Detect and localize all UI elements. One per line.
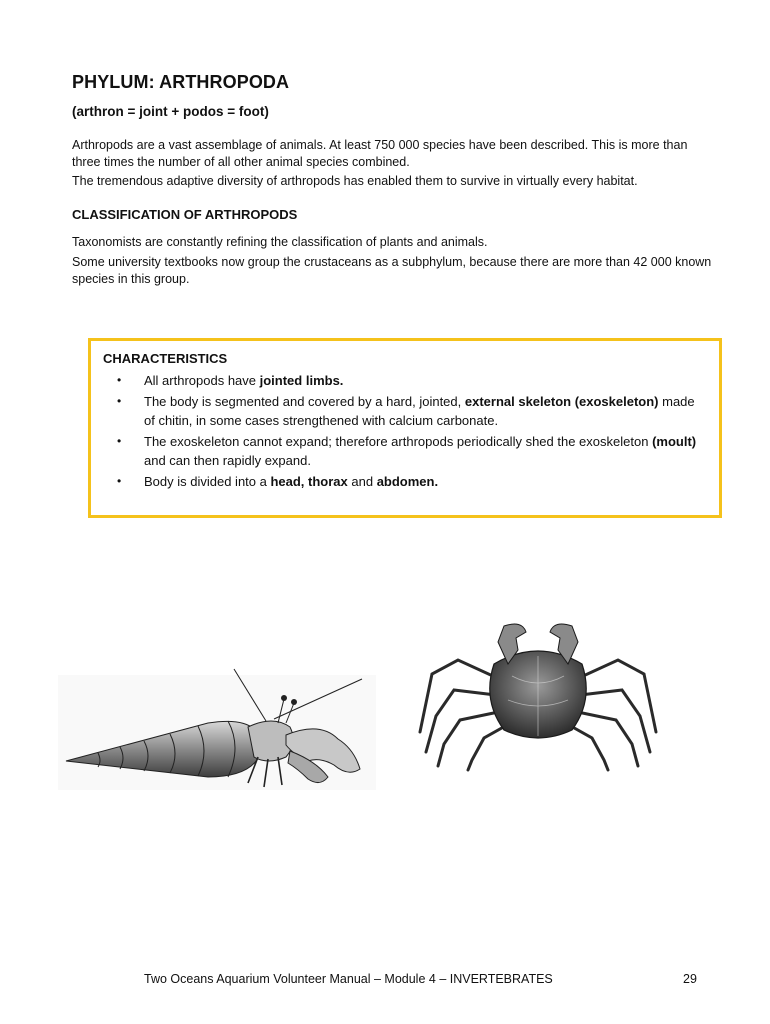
footer-text: Two Oceans Aquarium Volunteer Manual – Module 4 – INVERTEBRATES — [144, 972, 553, 986]
list-item-bold: jointed limbs. — [259, 373, 344, 388]
list-item — [103, 472, 703, 491]
bullet-icon: • — [117, 474, 122, 488]
list-item-text: and can then rapidly expand. — [144, 453, 311, 468]
page-subtitle: (arthron = joint + podos = foot) — [72, 104, 269, 119]
list-item-text: All arthropods have — [144, 373, 260, 388]
characteristics-list — [103, 371, 703, 493]
list-item — [103, 392, 703, 430]
characteristics-box — [88, 338, 722, 518]
list-item — [103, 432, 703, 470]
page-number: 29 — [683, 972, 697, 986]
list-item-text: Body is divided into a — [144, 474, 271, 489]
hermit-crab-illustration — [58, 665, 376, 795]
crab-illustration — [412, 620, 664, 772]
intro-paragraph-1: Arthropods are a vast assemblage of animals. At least 750 000 species have been described. This is more than three times the number of all other animal species combined. — [72, 138, 688, 169]
bullet-icon: • — [117, 434, 122, 448]
list-item-text: The exoskeleton cannot expand; therefore arthropods periodically shed the exoskeleton — [144, 434, 653, 449]
list-item-text: The body is segmented and covered by a hard, jointed, — [144, 394, 465, 409]
intro-paragraph-2: The tremendous adaptive diversity of arthropods has enabled them to survive in virtually every habitat. — [72, 174, 638, 188]
bullet-icon: • — [117, 394, 122, 408]
list-item-bold: external skeleton (exoskeleton) — [464, 394, 659, 409]
classification-heading: CLASSIFICATION OF ARTHROPODS — [72, 207, 298, 222]
list-item — [103, 371, 703, 390]
characteristics-heading: CHARACTERISTICS — [103, 351, 228, 366]
bullet-icon: • — [117, 373, 122, 387]
list-item-bold: abdomen. — [376, 474, 439, 489]
list-item-text: made of chitin, in some cases strengthened with calcium carbonate. — [144, 394, 695, 428]
classification-paragraph-2: Some university textbooks now group the crustaceans as a subphylum, because there are more than 42 000 known species in this group. — [72, 255, 712, 286]
list-item-bold: (moult) — [652, 434, 697, 449]
list-item-text: and — [347, 474, 377, 489]
page-title: PHYLUM: ARTHROPODA — [72, 72, 290, 92]
list-item-bold: head, thorax — [270, 474, 348, 489]
classification-paragraph-1: Taxonomists are constantly refining the classification of plants and animals. — [72, 235, 488, 249]
